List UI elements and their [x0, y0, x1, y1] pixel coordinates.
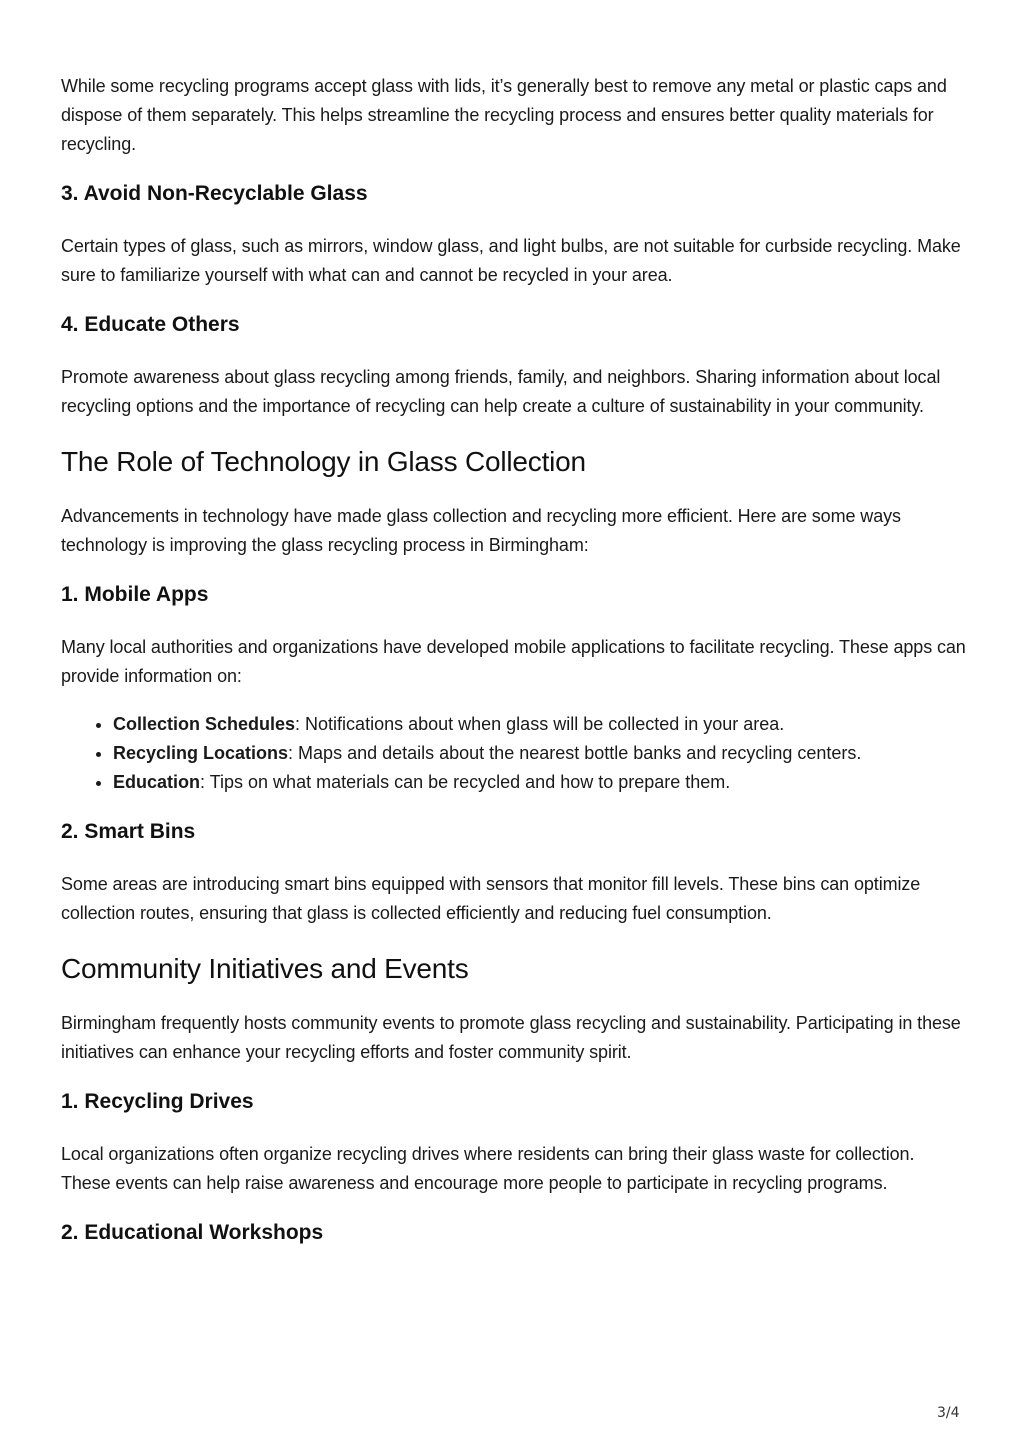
list-item-desc: : Maps and details about the nearest bottle banks and recycling centers. — [288, 743, 862, 763]
list-item — [113, 710, 966, 739]
list-item-desc: : Notifications about when glass will be collected in your area. — [295, 714, 785, 734]
list-item — [113, 768, 966, 797]
heading-educational-workshops: 2. Educational Workshops — [61, 1221, 324, 1244]
paragraph-recycling-drives: Local organizations often organize recycling drives where residents can bring their glass waste for collection. These events can help raise awareness and encourage more people to participate in recycling programs. — [61, 1144, 915, 1193]
heading-educate-others: 4. Educate Others — [61, 313, 240, 336]
heading-smart-bins: 2. Smart Bins — [61, 820, 196, 843]
heading-mobile-apps: 1. Mobile Apps — [61, 583, 209, 606]
list-item-desc: : Tips on what materials can be recycled and how to prepare them. — [200, 772, 731, 792]
list-item-term: Education — [113, 772, 201, 792]
paragraph-community-intro: Birmingham frequently hosts community events to promote glass recycling and sustainability. Participating in these initiatives can enhance your recycling efforts and foster community spirit. — [61, 1013, 961, 1062]
list-item — [113, 739, 966, 768]
heading-avoid-non-recyclable-glass: 3. Avoid Non-Recyclable Glass — [61, 182, 368, 205]
paragraph-smart-bins: Some areas are introducing smart bins equipped with sensors that monitor fill levels. These bins can optimize collection routes, ensuring that glass is collected efficiently and reducing fuel consumption. — [61, 874, 921, 923]
paragraph-mobile-apps: Many local authorities and organizations have developed mobile applications to facilitate recycling. These apps can provide information on: — [61, 637, 966, 686]
list-item-term: Recycling Locations — [113, 743, 289, 763]
mobile-app-features-list — [61, 710, 966, 797]
heading-recycling-drives: 1. Recycling Drives — [61, 1090, 254, 1113]
document-body — [61, 72, 966, 1246]
paragraph-educate-others: Promote awareness about glass recycling among friends, family, and neighbors. Sharing information about local recycling options and the importance of recycling can help create a culture of sustainability in your community. — [61, 367, 941, 416]
paragraph-glass-lids: While some recycling programs accept glass with lids, it’s generally best to remove any metal or plastic caps and dispose of them separately. This helps streamline the recycling process and ensures better quality materials for recycling. — [61, 76, 947, 154]
heading-role-of-technology: The Role of Technology in Glass Collection — [61, 446, 586, 477]
paragraph-technology-intro: Advancements in technology have made glass collection and recycling more efficient. Here are some ways technology is improving the glass recycling process in Birmingham: — [61, 506, 901, 555]
paragraph-non-recyclable-glass: Certain types of glass, such as mirrors, window glass, and light bulbs, are not suitable for curbside recycling. Make sure to familiarize yourself with what can and cannot be recycled in your area. — [61, 236, 961, 285]
heading-community-initiatives: Community Initiatives and Events — [61, 953, 469, 984]
list-item-term: Collection Schedules — [113, 714, 296, 734]
page-number: 3/4 — [937, 1405, 960, 1421]
